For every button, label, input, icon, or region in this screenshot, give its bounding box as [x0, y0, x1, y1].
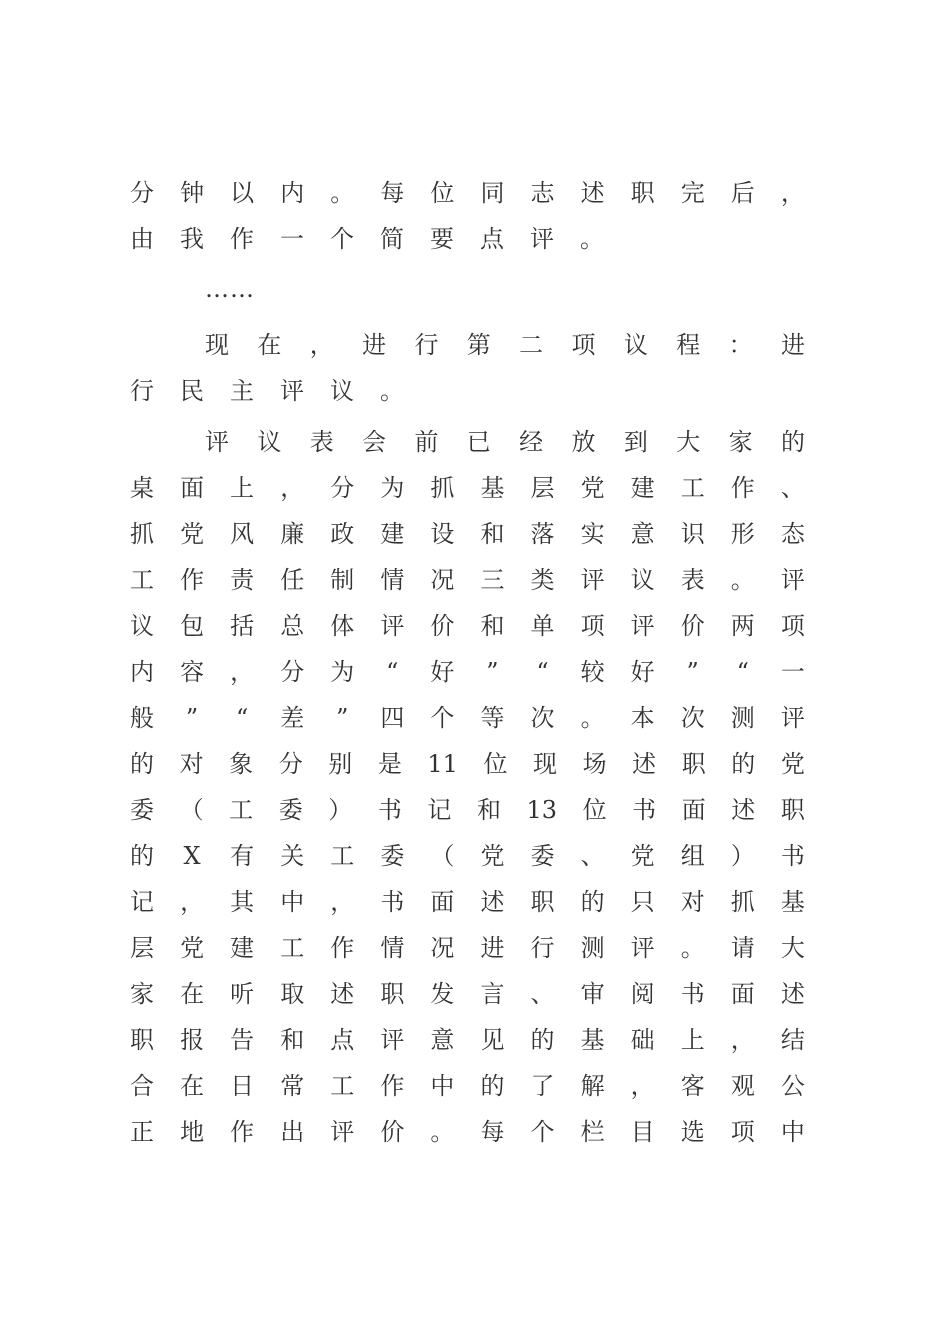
text-char: 态 [780, 520, 805, 548]
text-char: ， [780, 179, 805, 207]
text-char: 价 [430, 612, 455, 640]
text-char: 在 [257, 331, 282, 359]
text-char: 。 [380, 377, 404, 405]
text-char: 评 [630, 934, 655, 962]
text-char: 作 [730, 474, 755, 502]
text-char: 行 [530, 934, 555, 962]
text-char: 职 [130, 1026, 154, 1054]
text-char: 面 [430, 888, 455, 916]
text-char: 总 [280, 612, 305, 640]
text-char: 听 [230, 980, 255, 1008]
text-char: 书 [380, 888, 405, 916]
text-char: 分 [130, 179, 154, 207]
text-char: 发 [430, 980, 455, 1008]
text-char: 书 [377, 796, 402, 824]
text-char: 的 [780, 428, 805, 456]
text-char: 好 [630, 658, 655, 686]
text-line [130, 1063, 805, 1109]
text-char: 面 [730, 980, 755, 1008]
text-char: X [183, 842, 201, 870]
text-char: 11 [427, 750, 458, 778]
text-char: 记 [130, 888, 154, 916]
text-char: （ [179, 796, 204, 824]
text-char: 中 [780, 1118, 805, 1146]
text-char: ， [180, 888, 205, 916]
text-char: 委 [278, 796, 303, 824]
text-char: 党 [780, 750, 805, 778]
text-char: 和 [480, 612, 505, 640]
text-char: 主 [230, 377, 254, 405]
text-char: 内 [130, 658, 154, 686]
text-char: 职 [681, 750, 706, 778]
text-char: 由 [130, 225, 154, 253]
text-char: 作 [380, 1072, 405, 1100]
text-char: 在 [180, 980, 205, 1008]
text-char: 。 [330, 179, 355, 207]
text-line [130, 833, 805, 879]
text-char: 取 [280, 980, 305, 1008]
text-char: 括 [230, 612, 255, 640]
text-char: 层 [530, 474, 555, 502]
text-char: 项 [580, 612, 605, 640]
text-line [130, 465, 805, 511]
text-char: ， [630, 1072, 655, 1100]
text-char: 简 [380, 225, 404, 253]
text-char: 选 [680, 1118, 705, 1146]
text-char: 同 [480, 179, 505, 207]
text-char: 常 [280, 1072, 305, 1100]
text-char: 到 [623, 428, 648, 456]
text-char: 现 [205, 331, 229, 359]
text-char: 价 [680, 612, 705, 640]
text-char: 建 [630, 474, 655, 502]
text-char: 个 [330, 225, 354, 253]
text-char: 抓 [130, 520, 154, 548]
text-line [130, 511, 805, 557]
text-char: 每 [480, 1118, 505, 1146]
text-line [130, 925, 805, 971]
text-char: 的 [731, 750, 756, 778]
text-char: 述 [731, 796, 756, 824]
text-char: 分 [330, 474, 355, 502]
text-char: 组 [680, 842, 705, 870]
text-char: 三 [480, 566, 505, 594]
text-char: 的 [130, 750, 154, 778]
text-char: 解 [580, 1072, 605, 1100]
text-char: 基 [580, 1026, 605, 1054]
text-char: 党 [630, 842, 655, 870]
text-char: ” [486, 658, 499, 686]
text-char: 评 [530, 225, 554, 253]
text-char: 大 [780, 934, 805, 962]
text-char: 两 [730, 612, 755, 640]
text-char: 议 [257, 428, 282, 456]
text-char: 测 [730, 704, 755, 732]
text-char: 位 [430, 179, 455, 207]
text-char: 述 [480, 888, 505, 916]
text-char: 单 [530, 612, 555, 640]
text-char: 作 [330, 934, 355, 962]
text-line [130, 649, 805, 695]
text-char: 记 [427, 796, 452, 824]
text-char: 议 [330, 377, 354, 405]
text-char: 言 [480, 980, 505, 1008]
text-char: 已 [466, 428, 491, 456]
text-char: 目 [630, 1118, 655, 1146]
text-char: 关 [280, 842, 305, 870]
text-char: 进 [480, 934, 505, 962]
text-char: 日 [230, 1072, 255, 1100]
text-line [130, 879, 805, 925]
text-char: 况 [430, 934, 455, 962]
text-char: “ [536, 658, 549, 686]
text-char: 工 [680, 474, 705, 502]
text-char: 面 [681, 796, 706, 824]
text-char: 程 [676, 331, 701, 359]
text-char: 责 [230, 566, 255, 594]
text-char: 其 [230, 888, 255, 916]
text-char: 分 [278, 750, 303, 778]
text-char: 项 [571, 331, 596, 359]
text-char: 桌 [130, 474, 154, 502]
text-char: ） [328, 796, 353, 824]
text-char: 。 [680, 934, 705, 962]
text-char: 放 [571, 428, 596, 456]
text-char: 述 [632, 750, 657, 778]
text-char: 职 [780, 796, 805, 824]
text-char: 分 [280, 658, 305, 686]
text-char: 位 [582, 796, 607, 824]
text-char: 内 [280, 179, 305, 207]
text-line [130, 216, 805, 262]
text-char: ” [336, 704, 349, 732]
paragraph-evaluation-rules [130, 419, 805, 1155]
text-char: 类 [530, 566, 555, 594]
text-char: 工 [280, 934, 305, 962]
text-line [130, 695, 805, 741]
text-char: ， [280, 474, 305, 502]
text-line [130, 368, 805, 414]
text-char: 13 [526, 796, 558, 824]
text-char: 议 [130, 612, 154, 640]
text-char: 别 [328, 750, 353, 778]
text-char: 是 [377, 750, 402, 778]
text-char: 础 [630, 1026, 655, 1054]
text-char: 作 [230, 225, 254, 253]
text-char: 党 [580, 474, 605, 502]
text-char: 风 [230, 520, 255, 548]
text-char: 结 [780, 1026, 805, 1054]
text-char: 意 [630, 520, 655, 548]
text-char: 位 [483, 750, 508, 778]
text-char: 现 [533, 750, 558, 778]
text-char: 会 [362, 428, 387, 456]
text-char: 作 [230, 1118, 255, 1146]
text-char: 中 [430, 1072, 455, 1100]
text-char: 前 [414, 428, 439, 456]
text-char: 表 [680, 566, 705, 594]
text-char: 请 [730, 934, 755, 962]
text-line [130, 1109, 805, 1155]
text-char: 中 [280, 888, 305, 916]
text-char: 落 [530, 520, 555, 548]
text-char: 评 [380, 612, 405, 640]
text-char: ， [230, 658, 255, 686]
text-char: 报 [180, 1026, 205, 1054]
text-char: 家 [130, 980, 154, 1008]
text-char: 容 [180, 658, 205, 686]
text-char: 评 [630, 612, 655, 640]
text-char: 进 [362, 331, 387, 359]
text-char: 正 [130, 1118, 154, 1146]
text-char: 只 [630, 888, 655, 916]
text-char: 制 [330, 566, 355, 594]
text-char: 上 [680, 1026, 705, 1054]
text-char: 任 [280, 566, 305, 594]
text-char: 栏 [580, 1118, 605, 1146]
text-char: 评 [205, 428, 229, 456]
text-char: 次 [530, 704, 555, 732]
text-char: 述 [780, 980, 805, 1008]
text-line [130, 971, 805, 1017]
text-char: 的 [580, 888, 605, 916]
text-char: 上 [230, 474, 255, 502]
text-char: 作 [180, 566, 205, 594]
text-char: 较 [580, 658, 605, 686]
text-line [130, 170, 805, 216]
text-line [130, 322, 805, 368]
text-char: 抓 [430, 474, 455, 502]
text-char: 工 [130, 566, 154, 594]
text-char: 。 [730, 566, 755, 594]
text-char: 观 [730, 1072, 755, 1100]
text-char: 客 [680, 1072, 705, 1100]
text-char: 评 [580, 566, 605, 594]
text-char: 了 [530, 1072, 555, 1100]
text-char: 体 [330, 612, 355, 640]
text-char: 廉 [280, 520, 305, 548]
text-char: 行 [130, 377, 154, 405]
text-char: ， [730, 1026, 755, 1054]
text-char: 般 [130, 704, 154, 732]
text-char: 基 [480, 474, 505, 502]
text-char: （ [430, 842, 455, 870]
text-char: 项 [730, 1118, 755, 1146]
paragraph-second-agenda [130, 322, 805, 414]
text-line [130, 787, 805, 833]
text-char: 审 [580, 980, 605, 1008]
text-char: 工 [229, 796, 254, 824]
text-char: 。 [430, 1118, 455, 1146]
text-char: 述 [580, 179, 605, 207]
text-char: 四 [380, 704, 405, 732]
text-char: 以 [230, 179, 255, 207]
text-char: 设 [430, 520, 455, 548]
text-char: 后 [730, 179, 755, 207]
text-char: 点 [330, 1026, 355, 1054]
text-char: 抓 [730, 888, 755, 916]
text-char: ” [686, 658, 699, 686]
text-char: 。 [580, 704, 605, 732]
text-char: 点 [480, 225, 504, 253]
text-char: 评 [780, 704, 805, 732]
text-char: 职 [630, 179, 655, 207]
text-char: 场 [582, 750, 607, 778]
text-char: 况 [430, 566, 455, 594]
text-char: 行 [414, 331, 439, 359]
text-char: 完 [680, 179, 705, 207]
text-char: 为 [380, 474, 405, 502]
text-char: “ [386, 658, 399, 686]
text-char: 议 [623, 331, 648, 359]
text-char: 层 [130, 934, 154, 962]
text-char: “ [736, 658, 749, 686]
text-char: 评 [330, 1118, 355, 1146]
text-char: 我 [180, 225, 204, 253]
text-char: 政 [330, 520, 355, 548]
text-char: 述 [330, 980, 355, 1008]
text-char: 的 [480, 1072, 505, 1100]
text-char: 形 [730, 520, 755, 548]
text-char: 职 [530, 888, 555, 916]
text-char: 出 [280, 1118, 305, 1146]
text-line [130, 557, 805, 603]
text-char: 为 [330, 658, 355, 686]
text-char: 评 [280, 377, 304, 405]
text-char: 经 [519, 428, 544, 456]
text-char: 志 [530, 179, 555, 207]
text-char: 的 [130, 842, 154, 870]
text-char: 钟 [180, 179, 205, 207]
text-char: 个 [530, 1118, 555, 1146]
text-char: 和 [476, 796, 501, 824]
text-char: 项 [780, 612, 805, 640]
text-char: 进 [780, 331, 805, 359]
text-char: 建 [230, 934, 255, 962]
text-char: 表 [309, 428, 334, 456]
text-char: 党 [180, 520, 205, 548]
text-char: 情 [380, 934, 405, 962]
text-char: 书 [632, 796, 657, 824]
text-char: 地 [180, 1118, 205, 1146]
text-char: 和 [480, 520, 505, 548]
text-char: 、 [580, 842, 605, 870]
text-char: “ [235, 704, 249, 732]
text-char: 党 [180, 934, 205, 962]
text-char: 二 [519, 331, 544, 359]
text-char: ” [185, 704, 199, 732]
text-char: 情 [380, 566, 405, 594]
text-char: 合 [130, 1072, 154, 1100]
text-char: 等 [480, 704, 505, 732]
text-char: 告 [230, 1026, 255, 1054]
text-char: 象 [229, 750, 254, 778]
text-char: 书 [780, 842, 805, 870]
text-char: 民 [180, 377, 204, 405]
text-char: 个 [430, 704, 455, 732]
text-line [130, 419, 805, 465]
text-char: 工 [330, 842, 355, 870]
text-char: 每 [380, 179, 405, 207]
text-char: 。 [580, 225, 604, 253]
text-char: 委 [130, 796, 154, 824]
text-char: 阅 [630, 980, 655, 1008]
text-char: 建 [380, 520, 405, 548]
text-char: 对 [179, 750, 204, 778]
text-char: 有 [230, 842, 255, 870]
text-char: 测 [580, 934, 605, 962]
text-char: 大 [676, 428, 701, 456]
paragraph-speech-time [130, 170, 805, 262]
ellipsis-text: …… [205, 275, 255, 303]
text-char: 书 [680, 980, 705, 1008]
text-line [130, 1017, 805, 1063]
text-char: ） [730, 842, 755, 870]
text-char: 职 [380, 980, 405, 1008]
text-char: 实 [580, 520, 605, 548]
text-char: 识 [680, 520, 705, 548]
text-char: 要 [430, 225, 454, 253]
text-char: 评 [380, 1026, 405, 1054]
text-char: 价 [380, 1118, 405, 1146]
text-char: 见 [480, 1026, 505, 1054]
text-char: 的 [530, 1026, 555, 1054]
text-char: 意 [430, 1026, 455, 1054]
text-line [130, 603, 805, 649]
text-char: 和 [280, 1026, 305, 1054]
text-char: 对 [680, 888, 705, 916]
text-char: 委 [380, 842, 405, 870]
text-char: 本 [630, 704, 655, 732]
text-char: 委 [530, 842, 555, 870]
text-char: 工 [330, 1072, 355, 1100]
text-char: 基 [780, 888, 805, 916]
text-char: 党 [480, 842, 505, 870]
text-char: 好 [430, 658, 455, 686]
text-line [130, 741, 805, 787]
text-char: 面 [180, 474, 205, 502]
text-char: ： [728, 331, 753, 359]
text-char: 一 [780, 658, 805, 686]
text-char: 次 [680, 704, 705, 732]
text-char: ， [330, 888, 355, 916]
text-char: 差 [280, 704, 305, 732]
text-char: 一 [280, 225, 304, 253]
text-char: 在 [180, 1072, 205, 1100]
text-char: 第 [466, 331, 491, 359]
text-char: 、 [780, 474, 805, 502]
text-char: 议 [630, 566, 655, 594]
text-char: 包 [180, 612, 205, 640]
text-char: 、 [530, 980, 555, 1008]
text-char: 家 [728, 428, 753, 456]
text-char: ， [309, 331, 334, 359]
text-char: 公 [780, 1072, 805, 1100]
text-char: 评 [780, 566, 805, 594]
